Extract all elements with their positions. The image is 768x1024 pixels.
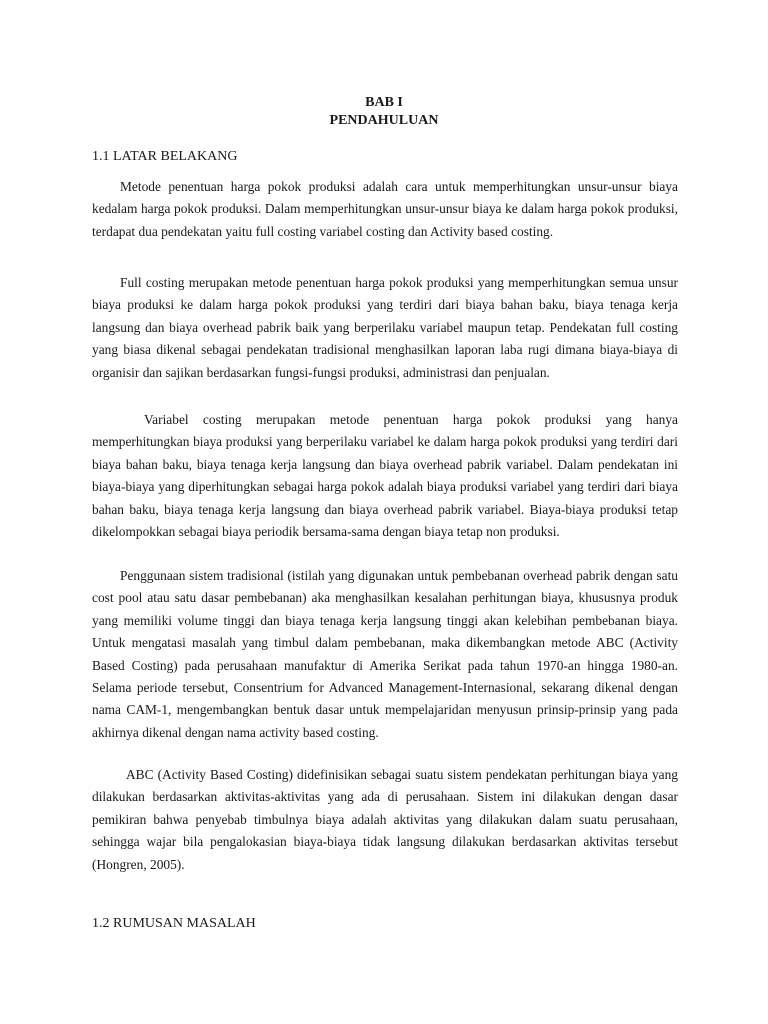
paragraph-2: Full costing merupakan metode penentuan harga pokok produksi yang memperhitungkan semua unsur biaya produksi ke dalam harga pokok produksi yang terdiri dari biaya bahan baku, biaya tenaga kerja langsung dan biaya overhead pabrik baik yang berperilaku variabel maupun tetap. Pendekatan full costing yang biasa dikenal sebagai pendekatan tradisional menghasilkan laporan laba rugi dimana biaya-biaya di organisir dan sajikan berdasarkan fungsi-fungsi produksi, administrasi dan penjualan. bbox=[92, 275, 678, 380]
chapter-number: BAB I bbox=[365, 95, 403, 110]
section-heading-latar-belakang: 1.1 LATAR BELAKANG bbox=[92, 149, 238, 164]
paragraph-5: ABC (Activity Based Costing) didefinisikan sebagai suatu sistem pendekatan perhitungan biaya yang dilakukan berdasarkan aktivitas-aktivitas yang ada di perusahaan. Sistem ini dilakukan dengan dasar pemikiran bahwa penyebab timbulnya biaya adalah aktivitas yang dilakukan dalam suatu perusahaan, sehingga wajar bila pengalokasian biaya-biaya tidak langsung dilakukan berdasarkan aktivitas tersebut (Hongren, 2005). bbox=[92, 767, 678, 872]
paragraph-3: Variabel costing merupakan metode penentuan harga pokok produksi yang hanya memperhitungkan biaya produksi yang berperilaku variabel ke dalam harga pokok produksi yang terdiri dari biaya bahan baku, biaya tenaga kerja langsung dan biaya overhead pabrik variabel. Dalam pendekatan ini biaya-biaya yang diperhitungkan sebagai harga pokok adalah biaya produksi variabel yang terdiri dari biaya bahan baku, biaya tenaga kerja langsung dan biaya overhead pabrik variabel. Biaya-biaya produksi tetap dikelompokkan sebagai biaya periodik bersama-sama dengan biaya tetap non produksi. bbox=[92, 412, 678, 540]
chapter-title: PENDAHULUAN bbox=[329, 113, 439, 128]
section-heading-rumusan-masalah: 1.2 RUMUSAN MASALAH bbox=[92, 916, 256, 931]
paragraph-4: Penggunaan sistem tradisional (istilah yang digunakan untuk pembebanan overhead pabrik dengan satu cost pool atau satu dasar pembebanan) aka menghasilkan kesalahan perhitungan biaya, khususnya produk yang memiliki volume tinggi dan biaya tenaga kerja langsung tinggi akan kelebihan pembebanan biaya. Untuk mengatasi masalah yang timbul dalam pembebanan, maka dikembangkan metode ABC (Activity Based Costing) pada perusahaan manufaktur di Amerika Serikat pada tahun 1970-an hingga 1980-an. Selama periode tersebut, Consentrium for Advanced Management-Internasional, sekarang dikenal dengan nama CAM-1, mengembangkan bentuk dasar untuk mempelajaridan menyusun prinsip-prinsip yang pada akhirnya dikenal dengan nama activity based costing. bbox=[92, 568, 678, 740]
paragraph-1: Metode penentuan harga pokok produksi adalah cara untuk memperhitungkan unsur-unsur biaya kedalam harga pokok produksi. Dalam memperhitungkan unsur-unsur biaya ke dalam harga pokok produksi, terdapat dua pendekatan yaitu full costing variabel costing dan Activity based costing. bbox=[92, 179, 678, 239]
